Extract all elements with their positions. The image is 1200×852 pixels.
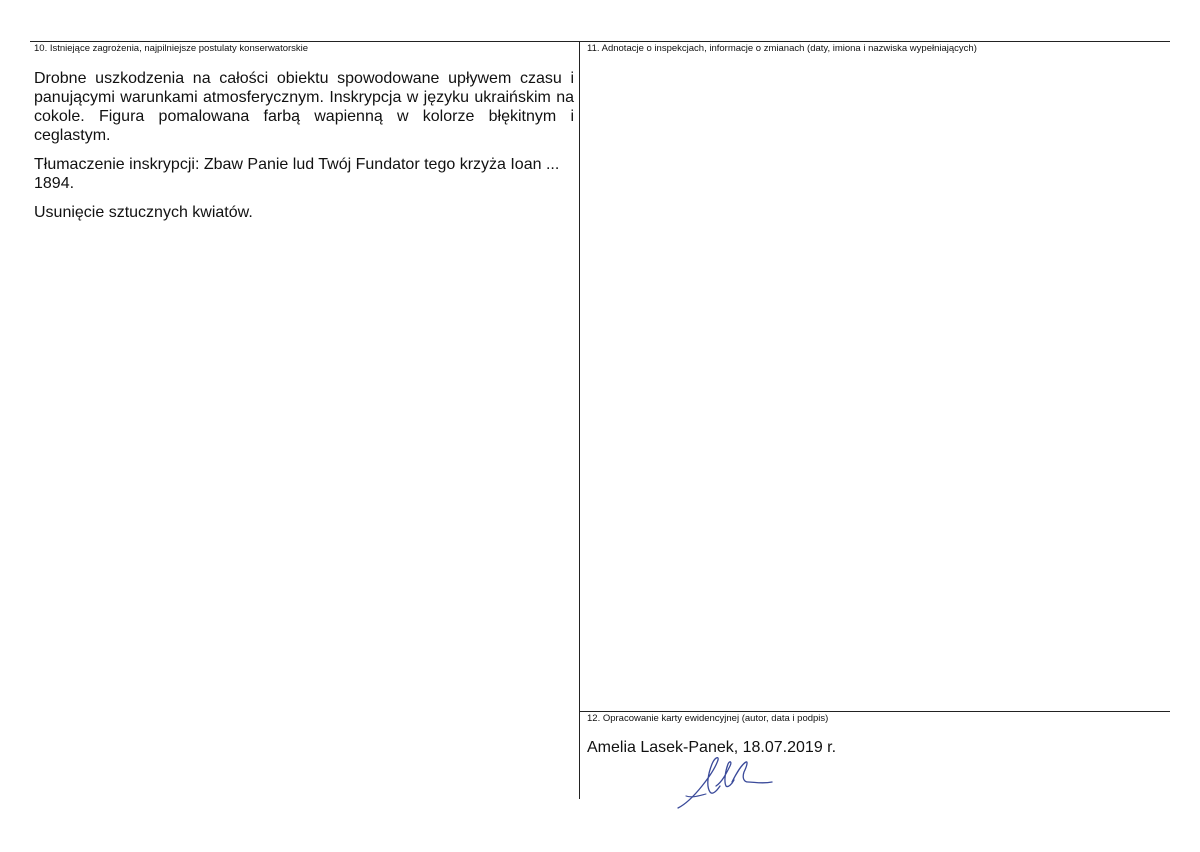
author-date: Amelia Lasek-Panek, 18.07.2019 r. [587,739,837,756]
section-12-label: 12. Opracowanie karty ewidencyjnej (autor, data i podpis) [587,713,829,724]
section-10-body [34,69,574,232]
top-rule [30,41,1170,42]
column-divider [579,41,580,799]
section-12-rule [580,711,1170,712]
section-11-label: 11. Adnotacje o inspekcjach, informacje o zmianach (daty, imiona i nazwiska wypełniających) [587,43,977,54]
section-10-label: 10. Istniejące zagrożenia, najpilniejsze postulaty konserwatorskie [34,43,309,54]
postulate-paragraph: Usunięcie sztucznych kwiatów. [34,204,253,221]
threats-paragraph: Drobne uszkodzenia na całości obiektu spowodowane upływem czasu i panującymi warunkami atmosferycznym. Inskrypcja w języku ukraińskim na cokole. Figura pomalowana farbą wapienną w kolorze błękitnym i ceglastym. [34,70,574,144]
signature-icon [672,752,782,814]
inscription-translation-paragraph: Tłumaczenie inskrypcji: Zbaw Panie lud Twój Fundator tego krzyża Ioan ... 1894. [34,156,560,192]
